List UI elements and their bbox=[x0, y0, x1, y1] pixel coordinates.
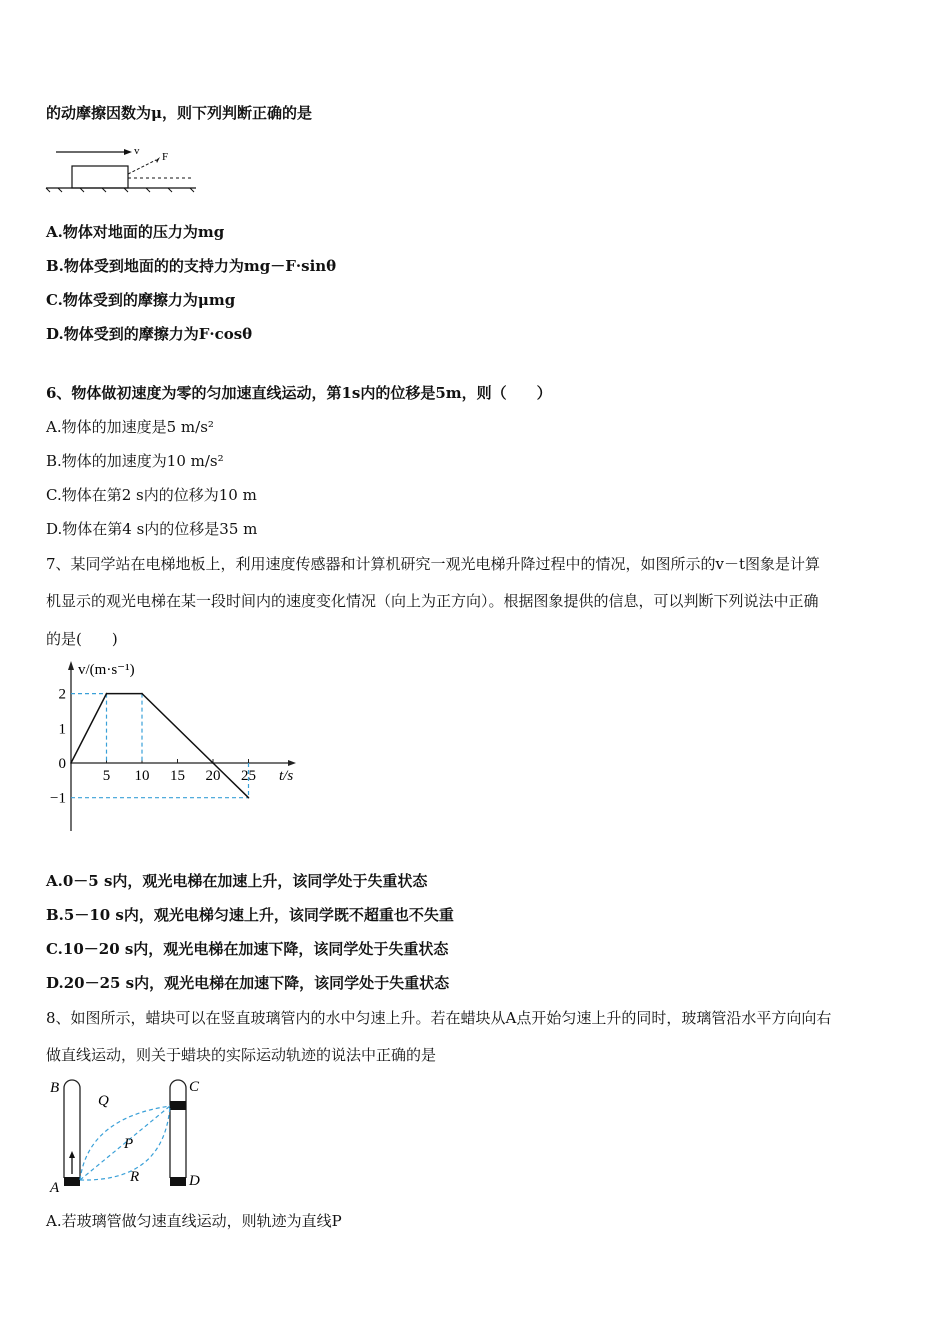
q5-option-b: B.物体受到地面的的支持力为mg－F·sinθ bbox=[46, 257, 337, 275]
q8-option-a: A.若玻璃管做匀速直线运动，则轨迹为直线P bbox=[46, 1212, 342, 1230]
force-label: F bbox=[162, 151, 169, 163]
data-point bbox=[212, 762, 214, 764]
q5-option-d: D.物体受到的摩擦力为F·cosθ bbox=[46, 325, 253, 343]
block-force-figure bbox=[44, 140, 204, 200]
q5-option-a: A.物体对地面的压力为mg bbox=[46, 223, 225, 241]
series-line bbox=[71, 694, 249, 798]
q6-option-d: D.物体在第4 s内的位移是35 m bbox=[46, 520, 258, 538]
label-r: R bbox=[130, 1169, 140, 1185]
q6-option-b: B.物体的加速度为10 m/s² bbox=[46, 452, 224, 470]
q5-option-c: C.物体受到的摩擦力为μmg bbox=[46, 291, 236, 309]
x-axis-arrow bbox=[288, 760, 296, 766]
q8-stem-line-1: 8、如图所示，蜡块可以在竖直玻璃管内的水中匀速上升。若在蜡块从A点开始匀速上升的同时，玻璃管沿水平方向向右 bbox=[46, 1009, 832, 1027]
x-tick-label: 25 bbox=[241, 768, 256, 784]
data-point bbox=[106, 693, 108, 695]
label-c: C bbox=[189, 1079, 200, 1095]
q7-option-b: B.5－10 s内，观光电梯匀速上升，该同学既不超重也不失重 bbox=[46, 906, 454, 924]
y-axis-arrow bbox=[68, 661, 74, 670]
data-point bbox=[248, 797, 250, 799]
q6-stem: 6、物体做初速度为零的匀加速直线运动，第1s内的位移是5m，则（ ） bbox=[46, 384, 552, 402]
q7-stem-line-3: 的是( ) bbox=[46, 630, 118, 648]
wax-tube-figure bbox=[44, 1074, 214, 1199]
q7-stem-line-1: 7、某同学站在电梯地板上，利用速度传感器和计算机研究一观光电梯升降过程中的情况，如图所示的v－t图象是计算 bbox=[46, 555, 821, 573]
velocity-time-chart bbox=[40, 656, 320, 841]
label-q: Q bbox=[98, 1093, 109, 1109]
q7-option-a: A.0－5 s内，观光电梯在加速上升，该同学处于失重状态 bbox=[46, 872, 428, 890]
y-tick-label: 2 bbox=[58, 686, 66, 703]
x-tick-label: 15 bbox=[170, 768, 185, 784]
x-tick-label: 10 bbox=[134, 768, 150, 784]
q6-option-c: C.物体在第2 s内的位移为10 m bbox=[46, 486, 257, 504]
q6-option-a: A.物体的加速度是5 m/s² bbox=[46, 418, 214, 436]
y-axis-label: v/(m·s⁻¹) bbox=[78, 662, 135, 678]
y-tick-label: −1 bbox=[50, 790, 66, 807]
data-point bbox=[141, 693, 143, 695]
y-tick-label: 0 bbox=[58, 756, 66, 772]
velocity-label: v bbox=[134, 145, 140, 157]
x-axis-label: t/s bbox=[279, 768, 294, 784]
y-tick-label: 1 bbox=[58, 721, 66, 738]
q8-stem-line-2: 做直线运动，则关于蜡块的实际运动轨迹的说法中正确的是 bbox=[46, 1046, 437, 1064]
label-b: B bbox=[50, 1080, 60, 1096]
label-a: A bbox=[50, 1180, 60, 1196]
q7-stem-line-2: 机显示的观光电梯在某一段时间内的速度变化情况（向上为正方向）。根据图象提供的信息，可以判断下列说法中正确 bbox=[46, 592, 819, 610]
q7-option-d: D.20－25 s内，观光电梯在加速下降，该同学处于失重状态 bbox=[46, 974, 450, 992]
data-point bbox=[70, 762, 72, 764]
x-tick-label: 5 bbox=[102, 768, 111, 784]
x-tick-label: 20 bbox=[205, 768, 221, 784]
label-p: P bbox=[124, 1136, 134, 1152]
q5-stem-tail: 的动摩擦因数为μ，则下列判断正确的是 bbox=[46, 104, 312, 122]
label-d: D bbox=[189, 1173, 200, 1189]
q7-option-c: C.10－20 s内，观光电梯在加速下降，该同学处于失重状态 bbox=[46, 940, 449, 958]
